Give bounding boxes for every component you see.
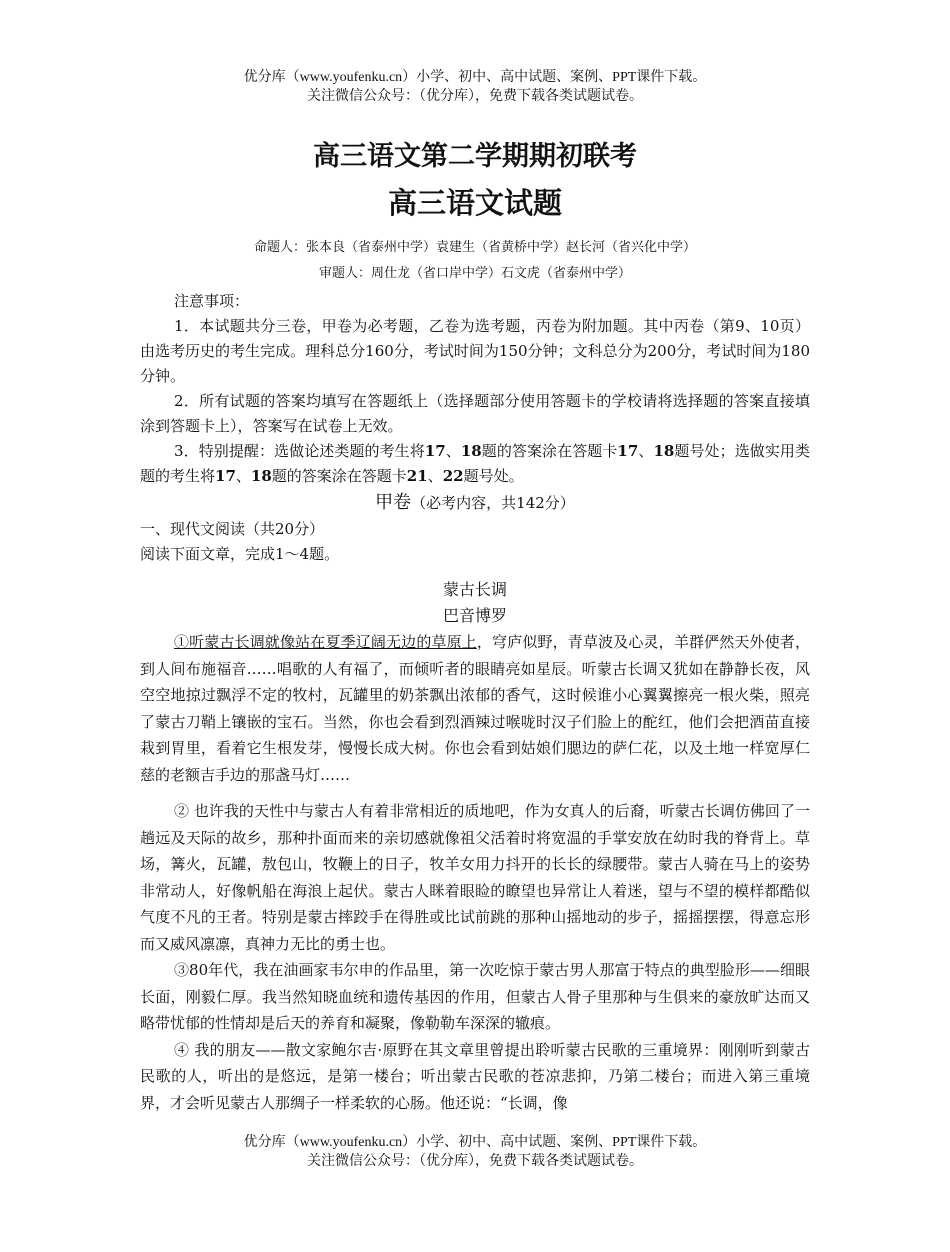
footer-line-1: 优分库（www.youfenku.cn）小学、初中、高中试题、案例、PPT课件下载。 — [243, 1135, 707, 1150]
article-paragraph-3: ③80年代，我在油画家韦尔申的作品里，第一次吃惊于蒙古男人那富于特点的典型脸形——细眼长面，刚毅仁厚。我当然知晓血统和遗传基因的作用，但蒙古人骨子里那种与生俱来的豪放旷达而又略带忧郁的性情却是后天的养育和凝聚，像勒勒车深深的辙痕。 — [140, 961, 810, 1032]
article-author: 巴音博罗 — [442, 606, 507, 625]
notes-item-3: 3．特别提醒：选做论述类题的考生将17、18题的答案涂在答题卡17、18题号处；选做实用类题的考生将17、18题的答案涂在答题卡21、22题号处。 — [140, 442, 810, 485]
notes-item-1: 1．本试题共分三卷，甲卷为必考题，乙卷为选考题，丙卷为附加题。其中丙卷（第9、10页）由选考历史的考生完成。理科总分160分，考试时间为150分钟；文科总分为200分，考试时间为180分钟。 — [140, 317, 810, 385]
notes-heading: 注意事项： — [174, 292, 250, 310]
volume-label: 甲卷 — [375, 492, 412, 513]
footer-line-2: 关注微信公众号：（优分库），免费下载各类试题试卷。 — [307, 1154, 643, 1169]
article-paragraph-4: ④ 我的朋友——散文家鲍尔吉·原野在其文章里曾提出聆听蒙古民歌的三重境界：刚刚听到蒙古民歌的人，听出的是悠远，是第一楼台；听出蒙古民歌的苍凉悲抑，乃第二楼台；而进入第三重境界，才会听见蒙古人那绸子一样柔软的心肠。他还说：“长调，像 — [140, 1040, 810, 1112]
part-heading: 一、现代文阅读（共20分） — [140, 520, 325, 538]
reading-instruction: 阅读下面文章，完成1～4题。 — [140, 545, 340, 563]
exam-page — [140, 137, 810, 1116]
notes-item-2: 2．所有试题的答案均填写在答题纸上（选择题部分使用答题卡的学校请将选择题的答案直接填涂到答题卡上），答案写在试卷上无效。 — [140, 392, 810, 435]
exam-setters: 命题人：张本良（省泰州中学）袁建生（省黄桥中学）赵长河（省兴化中学） — [253, 240, 696, 255]
header-watermark — [0, 68, 950, 106]
exam-subtitle: 高三语文试题 — [387, 186, 562, 220]
exam-reviewers: 审题人：周仕龙（省口岸中学）石文虎（省泰州中学） — [318, 266, 631, 281]
header-line-2: 关注微信公众号：（优分库），免费下载各类试题试卷。 — [307, 89, 643, 104]
volume-heading — [140, 489, 810, 517]
article-title: 蒙古长调 — [442, 580, 507, 599]
underlined-sentence: ①听蒙古长调就像站在夏季辽阔无边的草原上 — [174, 633, 477, 651]
exam-title: 高三语文第二学期期初联考 — [313, 141, 637, 172]
footer-watermark — [0, 1133, 950, 1171]
volume-note: （必考内容，共142分） — [411, 494, 575, 512]
header-line-1: 优分库（www.youfenku.cn）小学、初中、高中试题、案例、PPT课件下载。 — [243, 70, 707, 85]
article-paragraph-2: ② 也许我的天性中与蒙古人有着非常相近的质地吧，作为女真人的后裔，听蒙古长调仿佛回了一趟远及天际的故乡，那种扑面而来的亲切感就像祖父活着时将宽温的手掌安放在幼时我的脊背上。草场，篝火，瓦罐，敖包山，牧鞭上的日子，牧羊女用力抖开的长长的绿腰带。蒙古人骑在马上的姿势非常动人，好像帆船在海浪上起伏。蒙古人眯着眼睑的瞭望也异常让人着迷，望与不望的模样都酷似气度不凡的王者。特别是蒙古摔跤手在得胜或比试前跳的那种山摇地动的步子，摇摇摆摆，得意忘形而又威风凛凛，真神力无比的勇士也。 — [140, 802, 810, 953]
article-paragraph-1: ①听蒙古长调就像站在夏季辽阔无边的草原上，穹庐似野，青草波及心灵，羊群俨然天外使者，到人间布施福音……唱歌的人有福了，而倾听者的眼睛亮如星辰。听蒙古长调又犹如在静静长夜，风空空地掠过飘浮不定的牧村，瓦罐里的奶茶飘出浓郁的香气，这时候谁小心翼翼擦亮一根火柴，照亮了蒙古刀鞘上镶嵌的宝石。当然，你也会看到烈酒辣过喉咙时汉子们脸上的酡红，他们会把酒苗直接栽到胃里，看着它生根发芽，慢慢长成大树。你也会看到姑娘们腮边的萨仁花，以及土地一样宽厚仁慈的老额吉手边的那盏马灯…… — [140, 633, 810, 784]
